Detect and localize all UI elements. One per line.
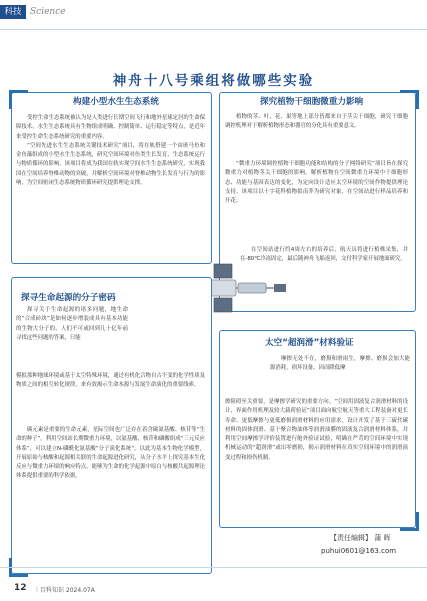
section-title-lubrication: 太空“超润滑”材料验证 xyxy=(262,336,357,348)
category-english: Science xyxy=(30,7,66,17)
paragraph: 探寻关于生命起源的诸多问题，地生命的“合成砖块”是如何逐步增装成具有基本功能的生物大分子的，人们不可或回到几十亿年前寻找这些问题的答案，只能 xyxy=(16,307,128,341)
page-number: 12 xyxy=(14,583,27,593)
section-text-life-origin-body xyxy=(16,426,205,482)
editor-name: 蒲 晖 xyxy=(374,534,391,542)
section-text-lubrication-body xyxy=(225,398,408,463)
issue-label: ｜百科知识 2024.07A xyxy=(34,587,95,594)
section-text-lubrication-intro xyxy=(270,355,410,374)
section-text-life-origin-intro xyxy=(16,306,128,343)
paragraph: 在空间站进行约4周左右的培养后，航天员将进行植株采集，并在-80℃冷冻固定，最后随神舟飞船返回，交付科学家开展地面研究。 xyxy=(240,247,408,263)
section-title-stem-cell: 探究植物干细胞微重力影响 xyxy=(257,95,366,107)
category-badge: 科技 xyxy=(0,5,26,19)
paragraph: “空间先进水生生态系统关键技术研究”项目，将在轨搭建一个由斑马鱼和金鱼藻组成的小型水生生态系统，研究空间环境对鱼类生长发育、生态系统运行与物质循环的影响。该项目将成为我国在轨实现空间水生生态系统研究，实现我国在空间培养脊椎动物的突破，并解析空间环境对脊椎动物生长发育与行为的影响，为空间密闭生态系统物质循环研究提供理论支撑。 xyxy=(16,142,205,187)
section-text-stem-cell-intro xyxy=(225,113,408,132)
article-title: 神舟十八号乘组将做哪些实验 xyxy=(112,73,315,89)
corner-decoration xyxy=(400,90,419,109)
paragraph: 模拟那种地球环境或基于太空特殊环境，通过有机化合物自古不变的化学性质及物质之间的相互转化规律，来有效揭示生命本源与发展生命演化的重要线索。 xyxy=(16,373,205,389)
paragraph: “微重力环境调控植物干细胞功能和结构的分子网络研究”项目旨在探究微重力对植物茎尖干细胞的影响。解析植物在空间微重力环境中干细胞形态、功能与基因表达的变化，为定向设计适应太空环境的空间作物提供理论支持。该项目以十字花科植物拟南芥为研究对象，在空间站进行样品培养和开花； xyxy=(225,161,408,205)
paragraph: 受控生命生态系统被认为是人类进行长期空间飞行和地外星球定居的生命保障技术。水生生态系统具有生物组成明确、控制简单、运行稳定等特点，是近年来受控生命生态系统研究的重要内容。 xyxy=(16,115,205,140)
section-text-stem-cell-body xyxy=(225,160,408,206)
paragraph: 擦阻碍至关重要，是摩擦学研究的重要方向。“空间用固液复合润滑材料的设计、界面作用机理及较大载荷验证”项目面向航空航天等重大工程装备对更长寿命、更低摩擦与更低磨损润滑材料的应用需求，设计开发了基于三硫代碳材料的固体润滑、基于聚合物油体等润滑油膜的固液复合润滑材料体系，并利用空间摩擦学评价装置进行舱外验证试验，明确在严苛的空间环境中实现机械运动的“超润滑”或出零磨损，揭示润滑材料在真实空间环境中的润滑演变过程和损伤机制。 xyxy=(225,399,408,461)
corner-decoration xyxy=(400,512,419,531)
editor-label: 【责任编辑】 xyxy=(330,534,372,542)
section-text-life-origin-cont xyxy=(16,372,205,391)
corner-decoration xyxy=(9,90,28,109)
paragraph: 摩擦无处不在，磨损和滑雨生，摩擦、磨损会加大能源消耗，损坏设备，因而降低摩 xyxy=(270,356,410,372)
section-title-ecosystem: 构建小型水生生态系统 xyxy=(70,95,162,107)
section-text-ecosystem xyxy=(16,114,205,188)
editor-credit xyxy=(330,533,390,543)
section-title-life-origin: 探寻生命起源的分子密码 xyxy=(18,291,119,303)
footer-divider xyxy=(0,567,427,568)
paragraph: 碳元素是重要的生命元素，星际空间也广泛存在着含碳氮基酸、核苷等“生命的种子”。利用空间站长期微重力环境，以氨基酸、核苷和磷酸组成“三元反应体系”，可以建立N-磷酰化氨基酸“分子演化系统”，以此为基本生物化学模型，开展原始与核酸和起源相关联的生命起源进化研究，从分子水平上探究基本生化反应与微重力环境的响应特点，能够为生命的化学起源中原白与核酸共起源理论体系提供重要的科学依据。 xyxy=(16,427,205,480)
header-divider xyxy=(0,29,427,30)
editor-email: puhui0601@163.com xyxy=(321,547,397,555)
paragraph: 植物的茎、叶、花、果等地上部分皆都来自于茎尖干细胞，研究干细胞调控机理对于解析植物形态和器官的分化具有重要意义。 xyxy=(225,114,408,130)
